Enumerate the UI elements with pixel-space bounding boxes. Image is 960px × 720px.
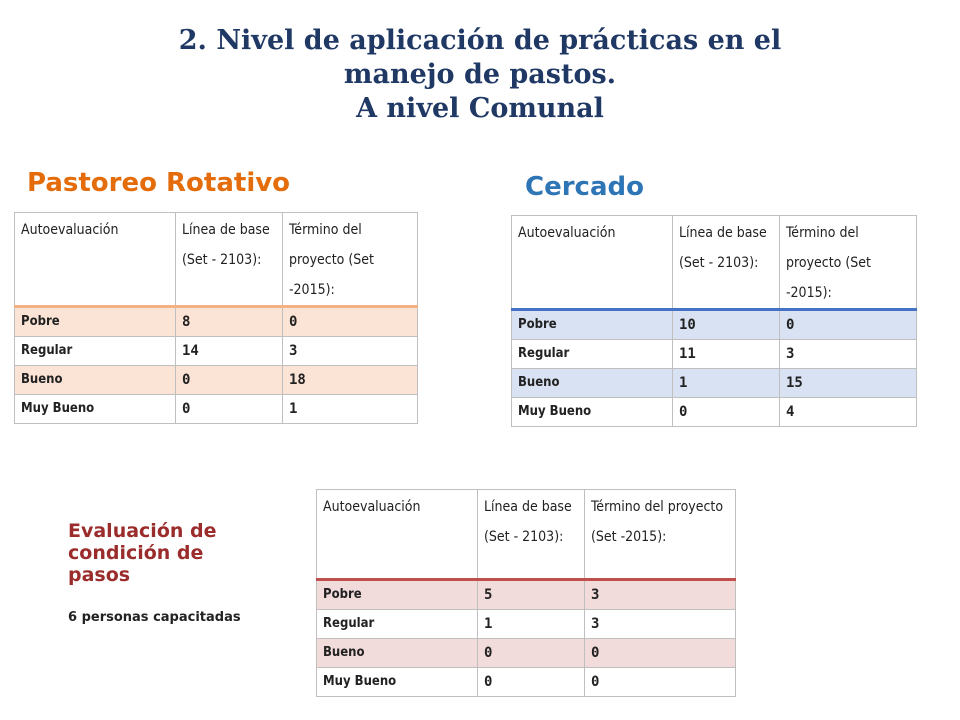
table-row	[15, 395, 418, 424]
row-label: Pobre	[317, 580, 478, 610]
row-label: Pobre	[512, 310, 673, 340]
final-value: 0	[283, 307, 418, 337]
final-value: 18	[283, 366, 418, 395]
header-termino: Término del proyecto (Set -2015):	[780, 216, 917, 310]
header-termino: Término del proyecto (Set -2015):	[585, 490, 736, 580]
base-value: 11	[673, 340, 780, 369]
title-line-1: 2. Nivel de aplicación de prácticas en el	[178, 25, 782, 56]
base-value: 14	[176, 337, 283, 366]
row-label: Regular	[317, 610, 478, 639]
pasos-heading: Evaluación de condición de pasos	[68, 520, 217, 586]
table-row	[317, 668, 736, 697]
header-linea-base: Línea de base (Set - 2103):	[478, 490, 585, 580]
rotativo-table	[14, 212, 418, 424]
row-label: Muy Bueno	[15, 395, 176, 424]
final-value: 0	[585, 639, 736, 668]
table-header-row	[512, 216, 917, 310]
final-value: 0	[585, 668, 736, 697]
cercado-heading: Cercado	[525, 172, 644, 202]
row-label: Bueno	[512, 369, 673, 398]
base-value: 0	[673, 398, 780, 427]
base-value: 1	[478, 610, 585, 639]
cercado-table	[511, 215, 917, 427]
table-row	[512, 398, 917, 427]
base-value: 0	[176, 366, 283, 395]
rotativo-heading: Pastoreo Rotativo	[27, 168, 291, 198]
table-header-row	[317, 490, 736, 580]
final-value: 1	[283, 395, 418, 424]
table-row	[15, 366, 418, 395]
header-autoevaluacion: Autoevaluación	[512, 216, 673, 310]
row-label: Pobre	[15, 307, 176, 337]
row-label: Bueno	[15, 366, 176, 395]
final-value: 3	[585, 580, 736, 610]
table-row	[15, 307, 418, 337]
base-value: 0	[478, 639, 585, 668]
header-linea-base: Línea de base (Set - 2103):	[673, 216, 780, 310]
base-value: 0	[478, 668, 585, 697]
pasos-table	[316, 489, 736, 697]
capacitadas-note: 6 personas capacitadas	[68, 610, 241, 625]
header-termino: Término del proyecto (Set -2015):	[283, 213, 418, 307]
final-value: 4	[780, 398, 917, 427]
table-row	[15, 337, 418, 366]
title-line-3: A nivel Comunal	[356, 93, 604, 124]
table-header-row	[15, 213, 418, 307]
header-autoevaluacion: Autoevaluación	[317, 490, 478, 580]
final-value: 15	[780, 369, 917, 398]
base-value: 1	[673, 369, 780, 398]
row-label: Regular	[15, 337, 176, 366]
table-row	[317, 610, 736, 639]
table-row	[317, 580, 736, 610]
slide-title	[0, 24, 960, 126]
title-line-2: manejo de pastos.	[343, 59, 617, 90]
base-value: 0	[176, 395, 283, 424]
table-row	[512, 369, 917, 398]
final-value: 3	[780, 340, 917, 369]
final-value: 3	[283, 337, 418, 366]
header-linea-base: Línea de base (Set - 2103):	[176, 213, 283, 307]
header-autoevaluacion: Autoevaluación	[15, 213, 176, 307]
base-value: 10	[673, 310, 780, 340]
row-label: Muy Bueno	[317, 668, 478, 697]
row-label: Regular	[512, 340, 673, 369]
final-value: 0	[780, 310, 917, 340]
table-row	[317, 639, 736, 668]
final-value: 3	[585, 610, 736, 639]
row-label: Muy Bueno	[512, 398, 673, 427]
row-label: Bueno	[317, 639, 478, 668]
base-value: 8	[176, 307, 283, 337]
table-row	[512, 340, 917, 369]
base-value: 5	[478, 580, 585, 610]
table-row	[512, 310, 917, 340]
